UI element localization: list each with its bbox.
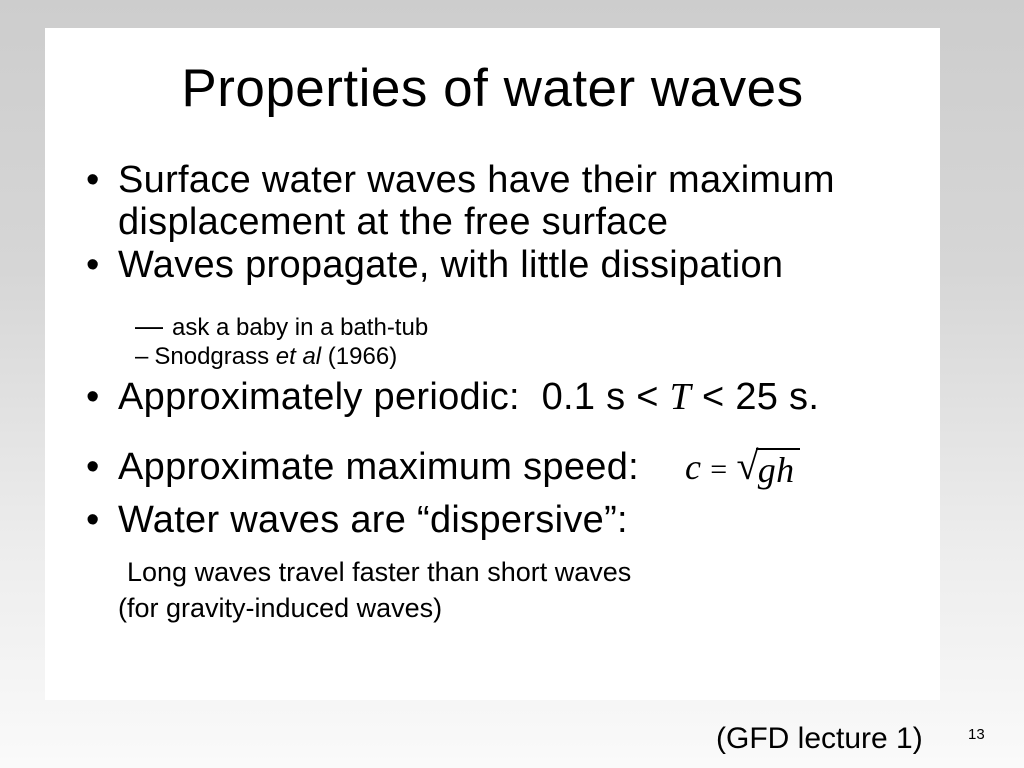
bullet-dot-icon: •: [86, 376, 100, 418]
bullet-dispersive: [86, 499, 628, 541]
sub-bullet-text: [154, 342, 397, 372]
slide-title: Properties of water waves: [181, 59, 804, 118]
slide-canvas: [45, 28, 940, 700]
bullet-dot-icon: •: [86, 159, 100, 201]
formula-variable-c: c: [685, 447, 702, 487]
bullet-max-speed: [86, 443, 800, 491]
periodic-prefix: Approximately periodic: 0.1 s <: [118, 376, 670, 418]
sub-bullet-text: ask a baby in a bath-tub: [172, 314, 429, 341]
citation-et-al: et al: [275, 343, 322, 370]
bullet-waves-propagate: [86, 244, 783, 286]
dash-bullet-icon: –: [135, 343, 149, 370]
periodic-suffix: < 25 s.: [691, 376, 820, 418]
bullet-text: Approximate maximum speed:: [118, 446, 640, 488]
citation-prefix: Snodgrass: [154, 343, 276, 370]
note-long-waves: Long waves travel faster than short waves: [127, 557, 632, 587]
formula-equals-sign: =: [710, 453, 728, 486]
bullet-dot-icon: •: [86, 446, 100, 488]
dash-bullet-icon: —: [135, 310, 163, 341]
square-root-expression: [736, 443, 801, 490]
bullet-text-line: Surface water waves have their maximum: [118, 159, 835, 201]
radical-sign-icon: √: [736, 443, 759, 488]
sub-bullet-baby-bathtub: [135, 311, 428, 343]
bullet-text-line: displacement at the free surface: [118, 201, 669, 243]
bullet-text: [118, 376, 819, 418]
citation-suffix: (1966): [321, 343, 398, 370]
bullet-text: [118, 159, 835, 243]
speed-formula: [685, 443, 800, 491]
bullet-text: Waves propagate, with little dissipation: [118, 244, 784, 286]
bullet-dot-icon: •: [86, 244, 100, 286]
period-variable-T: T: [669, 376, 692, 418]
bullet-text: Water waves are “dispersive”:: [118, 499, 628, 541]
bullet-surface-waves: [86, 159, 835, 243]
lecture-credit: (GFD lecture 1): [716, 722, 923, 755]
formula-radicand-gh: gh: [756, 448, 801, 489]
page-number: 13: [968, 726, 985, 743]
bullet-periodic: [86, 376, 819, 418]
sub-bullet-snodgrass: [135, 342, 397, 372]
note-gravity-waves: (for gravity-induced waves): [118, 593, 443, 623]
bullet-dot-icon: •: [86, 499, 100, 541]
